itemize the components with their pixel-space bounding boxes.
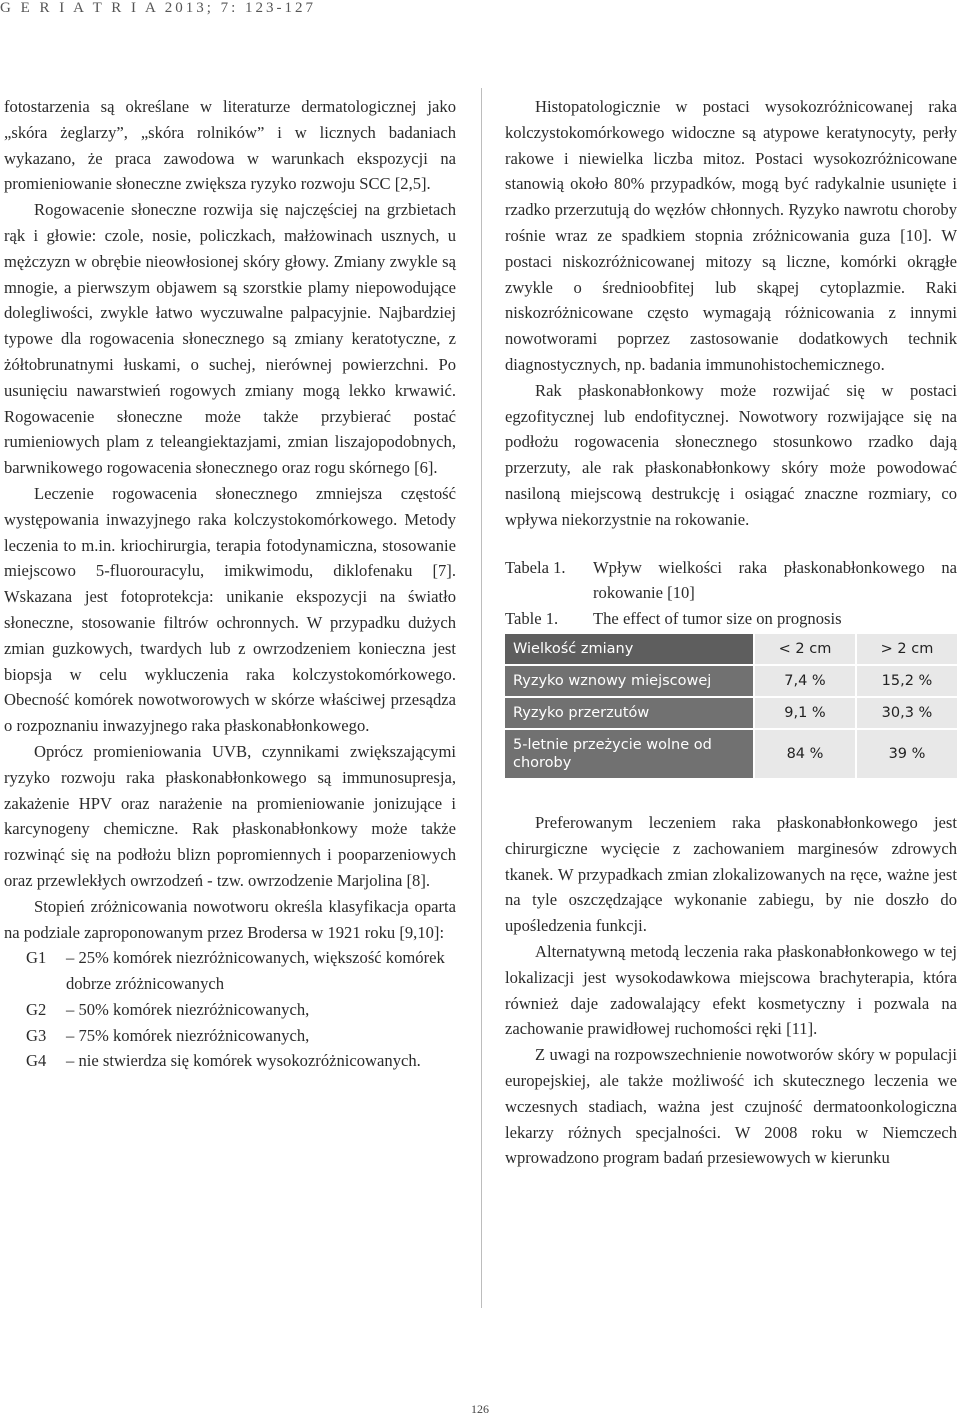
table-header-cell: Wielkość zmiany: [505, 634, 754, 665]
prognosis-table: [505, 634, 957, 780]
table-header-cell: > 2 cm: [856, 634, 957, 665]
caption-english: [505, 606, 957, 632]
table-cell: 15,2 %: [856, 665, 957, 697]
caption-text: The effect of tumor size on prognosis: [593, 609, 842, 629]
caption-label: Tabela 1.: [505, 557, 566, 577]
caption-label: Table 1.: [505, 609, 559, 629]
caption-polish: [505, 555, 957, 607]
table-container: [505, 634, 957, 780]
column-divider: [481, 88, 482, 1308]
list-item: [4, 1023, 456, 1049]
right-column: [505, 94, 957, 1171]
table-header-cell: < 2 cm: [754, 634, 856, 665]
grade-text: – 25% komórek niezróżnicowanych, większość komórek dobrze zróżnicowanych: [66, 948, 445, 994]
grade-code: G4: [26, 1051, 47, 1071]
table-cell: 9,1 %: [754, 697, 856, 729]
grading-list: [4, 945, 456, 1074]
table-row: [505, 697, 957, 729]
table-cell: 5-letnie przeżycie wolne od choroby: [505, 729, 754, 779]
page-number: 126: [471, 1402, 489, 1416]
paragraph: fotostarzenia są określane w literaturze dermatologicznej jako „skóra żeglarzy”, „skóra rolników” i w licznych badaniach wykazano, że praca zawodowa w warunkach ekspozycji na promieniowanie słoneczne zwiększa ryzyko rozwoju SCC [2,5].: [4, 97, 456, 194]
table-row: [505, 729, 957, 779]
grade-text: – nie stwierdza się komórek wysokozróżnicowanych.: [66, 1051, 421, 1071]
list-item: [4, 945, 456, 997]
table-caption: [505, 555, 957, 632]
paragraph: Rogowacenie słoneczne rozwija się najczęściej na grzbietach rąk i głowie: czole, nosie, policzkach, małżowinach usznych, u mężczyzn w obrębie nieowłosionej skóry głowy. Zmiany zwykle są mnogie, a pierwszym objawem są szorstkie plamy niepowodujące dolegliwości, zwykle łatwo wyczuwalne palpacyjnie. Najbardziej typowe dla rogowacenia słonecznego są zmiany keratotyczne, z żółtobrunatnymi łuskami, o suchej, nierównej powierzchni. Po usunięciu nawarstwień rogowych zmiany mogą lekko krwawić. Rogowacenie słoneczne może także przybierać postać rumieniowych plam z teleangiektazjami, zmian liszajopodobnych, barwnikowego rogowacenia słonecznego oraz rogu skórnego [6].: [4, 200, 456, 478]
paragraph: Z uwagi na rozpowszechnienie nowotworów skóry w populacji europejskiej, ale także możliwość ich skutecznego leczenia we wczesnych stadiach, ważna jest czujność dermatoonkologiczna lekarzy różnych specjalności. W 2008 roku w Niemczech wprowadzono program badań przesiewowych w kierunku: [505, 1045, 957, 1168]
paragraph: Stopień zróżnicowania nowotworu określa klasyfikacja oparta na podziale zaproponowanym przez Brodersa w 1921 roku [9,10]:: [4, 896, 456, 942]
list-item: [4, 1048, 456, 1074]
table-cell: 7,4 %: [754, 665, 856, 697]
grade-code: G1: [26, 948, 47, 968]
paragraph: Oprócz promieniowania UVB, czynnikami zwiększającymi ryzyko rozwoju raka płaskonabłonkowego są immunosupresja, zakażenie HPV oraz narażenie na promieniowanie jonizujące i karcynogeny chemiczne. Rak płaskonabłonkowy może także rozwinąć się na podłożu blizn popromiennych i pooparzeniowych oraz przewlekłych owrzodzeń - tzw. owrzodzenie Marjolina [8].: [4, 741, 456, 890]
list-item: [4, 997, 456, 1023]
paragraph: Leczenie rogowacenia słonecznego zmniejsza częstość występowania inwazyjnego raka kolczystokomórkowego. Metody leczenia to m.in. kriochirurgia, terapia fotodynamiczna, stosowanie miejscowo 5-fluorouracylu, imikwimodu, diklofenaku [7]. Wskazana jest fotoprotekcja: unikanie ekspozycji na światło słoneczne, stosowanie filtrów ochronnych. W przypadku dużych zmian guzkowych, twardych lub z owrzodzeniem konieczna jest biopsja w celu wykluczenia raka kolczystokomórkowego. Obecność komórek nowotworowych w skórze właściwej przesądza o rozpoznaniu inwazyjnego raka płaskonabłonkowego.: [4, 483, 456, 736]
paragraph: Histopatologicznie w postaci wysokozróżnicowanej raka kolczystokomórkowego widoczne są atypowe keratynocyty, perły rakowe i niewielka liczba mitoz. Postaci wysokozróżnicowane stanowią około 80% przypadków, mogą być radykalnie usunięte i rzadko przerzutują do węzłów chłonnych. Ryzyko nawrotu choroby rośnie wraz ze spadkiem stopnia zróżnicowania guza [10]. W postaci niskozróżnicowanej mitozy są liczne, komórki okrągłe zwykle o średnioobfitej lub skąpej cytoplazmie. Raki niskozróżnicowane często wymagają różnicowania z innymi nowotworami poprzez zastosowanie dodatkowych technik diagnostycznych, np. badania immunohistochemicznego.: [505, 97, 957, 374]
grade-code: G2: [26, 999, 47, 1019]
left-column: [4, 94, 456, 1074]
table-row: [505, 665, 957, 697]
grade-text: – 75% komórek niezróżnicowanych,: [66, 1025, 310, 1045]
post-table-text: [505, 810, 957, 1171]
paragraph: Preferowanym leczeniem raka płaskonabłonkowego jest chirurgiczne wycięcie z zachowaniem marginesów zdrowych tkanek. W przypadkach zmian zlokalizowanych na ręce, ważne jest na tyle oszczędzające wykonanie zabiegu, by nie doszło do upośledzenia funkcji.: [505, 812, 957, 936]
table-cell: 39 %: [856, 729, 957, 779]
table-cell: Ryzyko wznowy miejscowej: [505, 665, 754, 697]
table-cell: Ryzyko przerzutów: [505, 697, 754, 729]
table-cell: 84 %: [754, 729, 856, 779]
paragraph: Rak płaskonabłonkowy może rozwijać się w postaci egzofitycznej lub endofitycznej. Nowotwory rozwijające się na podłożu rogowacenia słonecznego stosunkowo rzadko dają przerzuty, ale rak płaskonabłonkowy skóry może powodować nasiloną miejscową destrukcję i osiągać znaczne rozmiary, co wpływa niekorzystnie na rokowanie.: [505, 380, 957, 529]
paragraph: Alternatywną metodą leczenia raka płaskonabłonkowego w tej lokalizacji jest wysokodawkowa miejscowa brachyterapia, która również daje zadowalający efekt kosmetyczny i pozwala na zachowanie prawidłowej ruchomości ręki [11].: [505, 941, 957, 1039]
grade-code: G3: [26, 1025, 47, 1045]
running-head: G E R I A T R I A 2013; 7: 123-127: [0, 0, 317, 16]
table-header-row: [505, 634, 957, 665]
grade-text: – 50% komórek niezróżnicowanych,: [66, 999, 310, 1019]
caption-text: Wpływ wielkości raka płaskonabłonkowego na rokowanie [10]: [593, 557, 957, 603]
table-cell: 30,3 %: [856, 697, 957, 729]
